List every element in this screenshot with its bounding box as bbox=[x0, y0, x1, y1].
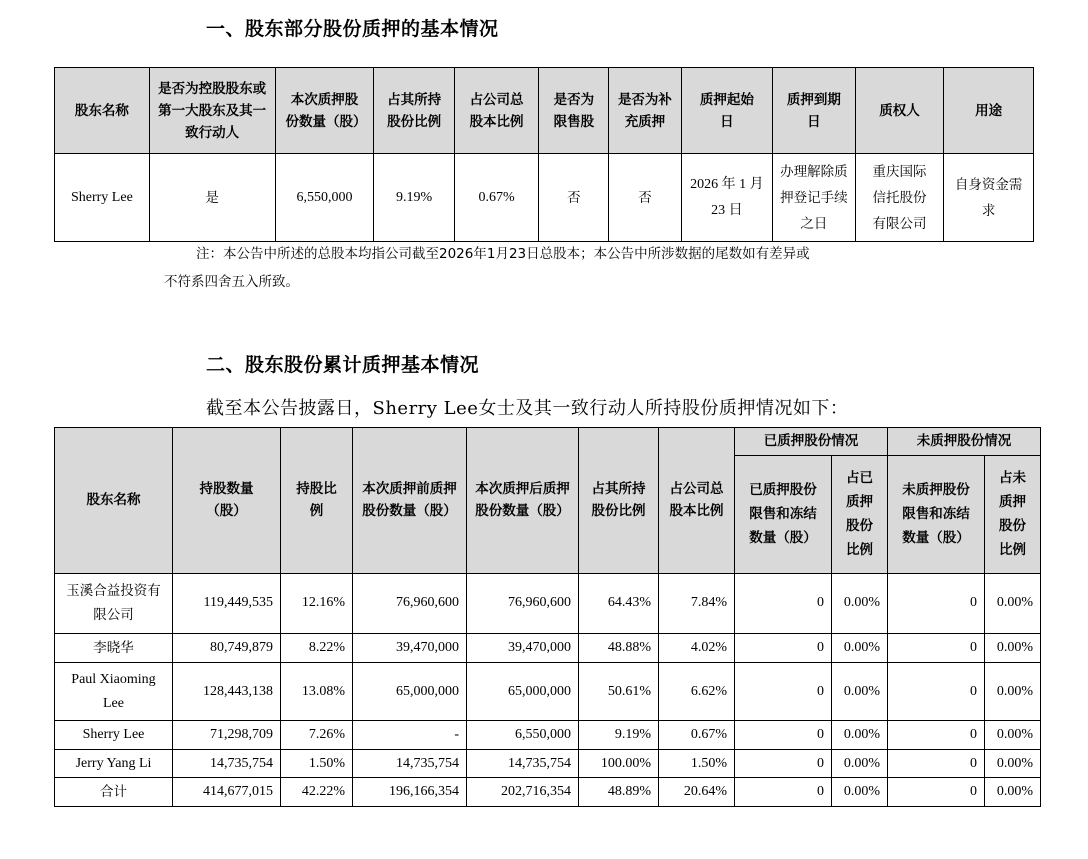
table-cell: 71,298,709 bbox=[173, 721, 281, 750]
cell-text: 办理解除质押登记手续之日 bbox=[780, 163, 848, 232]
table-cell: 39,470,000 bbox=[353, 633, 467, 663]
header-cell bbox=[275, 68, 374, 154]
table2-header-row-1 bbox=[55, 428, 1041, 456]
table-cell: 50.61% bbox=[579, 663, 659, 721]
header-text: 本次质押股份数量（股） bbox=[285, 91, 367, 130]
table-row bbox=[55, 633, 1041, 663]
table-cell bbox=[773, 154, 855, 242]
table-cell: 6.62% bbox=[659, 663, 735, 721]
group-header-unpledged: 未质押股份情况 bbox=[888, 428, 1041, 456]
section2-heading: 二、股东股份累计质押基本情况 bbox=[206, 354, 480, 376]
table-cell: 0.00% bbox=[985, 663, 1041, 721]
header-text: 本次质押前质押股份数量（股） bbox=[362, 481, 457, 520]
header-text: 持股数量（股） bbox=[199, 481, 254, 520]
table-cell: 0.67% bbox=[454, 154, 539, 242]
table-cell: 12.16% bbox=[281, 573, 353, 633]
table-cell: 0.00% bbox=[985, 778, 1041, 807]
table-cell: Sherry Lee bbox=[55, 154, 150, 242]
table-cell: 0 bbox=[888, 721, 985, 750]
table-cell: 0.00% bbox=[985, 721, 1041, 750]
table-cell: 1.50% bbox=[281, 749, 353, 778]
header-cell bbox=[659, 428, 735, 574]
table-cell: 0 bbox=[888, 749, 985, 778]
table-cell: 0 bbox=[888, 573, 985, 633]
table-cell: 9.19% bbox=[374, 154, 454, 242]
header-cell bbox=[681, 68, 773, 154]
cell-text: 自身资金需求 bbox=[954, 176, 1023, 219]
table-cell: 0 bbox=[735, 573, 832, 633]
table-cell: 196,166,354 bbox=[353, 778, 467, 807]
table-cell: 80,749,879 bbox=[173, 633, 281, 663]
table-cell: 119,449,535 bbox=[173, 573, 281, 633]
table-cell: 42.22% bbox=[281, 778, 353, 807]
table-cell: 0.67% bbox=[659, 721, 735, 750]
table-cell: 64.43% bbox=[579, 573, 659, 633]
header-text: 质押到期日 bbox=[786, 91, 841, 130]
header-cell bbox=[773, 68, 855, 154]
header-cell bbox=[539, 68, 609, 154]
table-cell: 0.00% bbox=[832, 633, 888, 663]
table-cell: 65,000,000 bbox=[353, 663, 467, 721]
note-line-2: 不符系四舍五入所致。 bbox=[164, 274, 299, 290]
group-header-pledged: 已质押股份情况 bbox=[735, 428, 888, 456]
table-cell: 0 bbox=[735, 778, 832, 807]
table-cell: 0.00% bbox=[832, 663, 888, 721]
table-cell: 14,735,754 bbox=[353, 749, 467, 778]
cell-text: Paul Xiaoming Lee bbox=[71, 671, 156, 711]
header-cell bbox=[173, 428, 281, 574]
table-cell: 6,550,000 bbox=[467, 721, 579, 750]
table-cell: 65,000,000 bbox=[467, 663, 579, 721]
header-text: 是否为补充质押 bbox=[617, 91, 672, 130]
table-cell: 0 bbox=[735, 749, 832, 778]
table-cell: Sherry Lee bbox=[55, 721, 173, 750]
header-text: 占公司总股本比例 bbox=[669, 481, 724, 520]
table1-header-row bbox=[55, 68, 1034, 154]
table-cell: 13.08% bbox=[281, 663, 353, 721]
header-cell: 股东名称 bbox=[55, 428, 173, 574]
table-cell: 48.88% bbox=[579, 633, 659, 663]
table-cell: 合计 bbox=[55, 778, 173, 807]
header-cell bbox=[579, 428, 659, 574]
table-cell bbox=[944, 154, 1034, 242]
table-cell: 202,716,354 bbox=[467, 778, 579, 807]
table-cell: 7.84% bbox=[659, 573, 735, 633]
header-cell bbox=[149, 68, 275, 154]
table-cell: 李晓华 bbox=[55, 633, 173, 663]
header-text: 占已质押股份比例 bbox=[846, 470, 873, 559]
table-cell: 7.26% bbox=[281, 721, 353, 750]
table-cell: 48.89% bbox=[579, 778, 659, 807]
header-text: 占公司总股本比例 bbox=[469, 91, 524, 130]
table-cell: 0 bbox=[888, 633, 985, 663]
table-row bbox=[55, 663, 1041, 721]
table-cell: 1.50% bbox=[659, 749, 735, 778]
table-cell: 0.00% bbox=[985, 749, 1041, 778]
header-text: 已质押股份限售和冻结数量（股） bbox=[749, 482, 817, 547]
header-cell bbox=[353, 428, 467, 574]
table-cell: 100.00% bbox=[579, 749, 659, 778]
table-cell: 0.00% bbox=[832, 749, 888, 778]
header-text: 是否为限售股 bbox=[553, 91, 595, 130]
header-text: 质押起始日 bbox=[699, 91, 754, 130]
note-line-1: 注：本公告中所述的总股本均指公司截至2026年1月23日总股本；本公告中所涉数据的尾数如有差异或 bbox=[196, 246, 810, 262]
table-cell: 39,470,000 bbox=[467, 633, 579, 663]
header-cell bbox=[467, 428, 579, 574]
table-cell: 14,735,754 bbox=[467, 749, 579, 778]
header-cell: 股东名称 bbox=[55, 68, 150, 154]
header-cell bbox=[888, 455, 985, 573]
header-text: 占未质押股份比例 bbox=[999, 470, 1026, 559]
cell-text: 玉溪合益投资有限公司 bbox=[66, 583, 161, 624]
table-cell: 14,735,754 bbox=[173, 749, 281, 778]
table-cell: Jerry Yang Li bbox=[55, 749, 173, 778]
table-cell: 0.00% bbox=[832, 721, 888, 750]
table-cell bbox=[55, 663, 173, 721]
table-row bbox=[55, 721, 1041, 750]
table-cell: 0.00% bbox=[985, 633, 1041, 663]
table-cell: 0 bbox=[888, 663, 985, 721]
table-row bbox=[55, 749, 1041, 778]
table-cell: 4.02% bbox=[659, 633, 735, 663]
table-cell: 0.00% bbox=[832, 778, 888, 807]
table-cell: 8.22% bbox=[281, 633, 353, 663]
table-cell: 20.64% bbox=[659, 778, 735, 807]
header-text: 本次质押后质押股份数量（股） bbox=[475, 481, 570, 520]
table-cell: 128,443,138 bbox=[173, 663, 281, 721]
table-cell: 9.19% bbox=[579, 721, 659, 750]
table-cell: 414,677,015 bbox=[173, 778, 281, 807]
table-cell: - bbox=[353, 721, 467, 750]
table-cell bbox=[855, 154, 944, 242]
header-cell bbox=[832, 455, 888, 573]
cumulative-pledge-table bbox=[54, 427, 1041, 807]
header-text: 占其所持股份比例 bbox=[387, 91, 442, 130]
header-cell: 质权人 bbox=[855, 68, 944, 154]
table-row bbox=[55, 573, 1041, 633]
header-text: 持股比例 bbox=[296, 481, 337, 520]
section2-intro: 截至本公告披露日，Sherry Lee女士及其一致行动人所持股份质押情况如下： bbox=[206, 398, 849, 419]
section1-heading: 一、股东部分股份质押的基本情况 bbox=[206, 18, 499, 40]
table-cell: 否 bbox=[539, 154, 609, 242]
header-cell bbox=[985, 455, 1041, 573]
header-cell: 用途 bbox=[944, 68, 1034, 154]
table-cell: 6,550,000 bbox=[275, 154, 374, 242]
header-text: 占其所持股份比例 bbox=[591, 481, 646, 520]
pledge-basic-table bbox=[54, 67, 1034, 242]
table-cell: 76,960,600 bbox=[353, 573, 467, 633]
cell-text: 2026 年 1 月 23 日 bbox=[690, 176, 764, 218]
table-cell: 0 bbox=[735, 633, 832, 663]
table-cell: 0.00% bbox=[985, 573, 1041, 633]
header-cell bbox=[735, 455, 832, 573]
table-cell: 76,960,600 bbox=[467, 573, 579, 633]
table-cell: 是 bbox=[149, 154, 275, 242]
header-text: 是否为控股股东或第一大股东及其一致行动人 bbox=[158, 80, 267, 141]
header-cell bbox=[454, 68, 539, 154]
table-cell: 0 bbox=[888, 778, 985, 807]
table-cell bbox=[681, 154, 773, 242]
header-cell bbox=[609, 68, 681, 154]
table-cell: 0 bbox=[735, 721, 832, 750]
cell-text: 重庆国际信托股份有限公司 bbox=[872, 163, 927, 232]
table-total-row bbox=[55, 778, 1041, 807]
table-cell: 0.00% bbox=[832, 573, 888, 633]
table-row bbox=[55, 154, 1034, 242]
header-cell bbox=[281, 428, 353, 574]
header-text: 未质押股份限售和冻结数量（股） bbox=[902, 482, 970, 547]
table-cell: 0 bbox=[735, 663, 832, 721]
header-cell bbox=[374, 68, 454, 154]
table-cell bbox=[55, 573, 173, 633]
table-cell: 否 bbox=[609, 154, 681, 242]
